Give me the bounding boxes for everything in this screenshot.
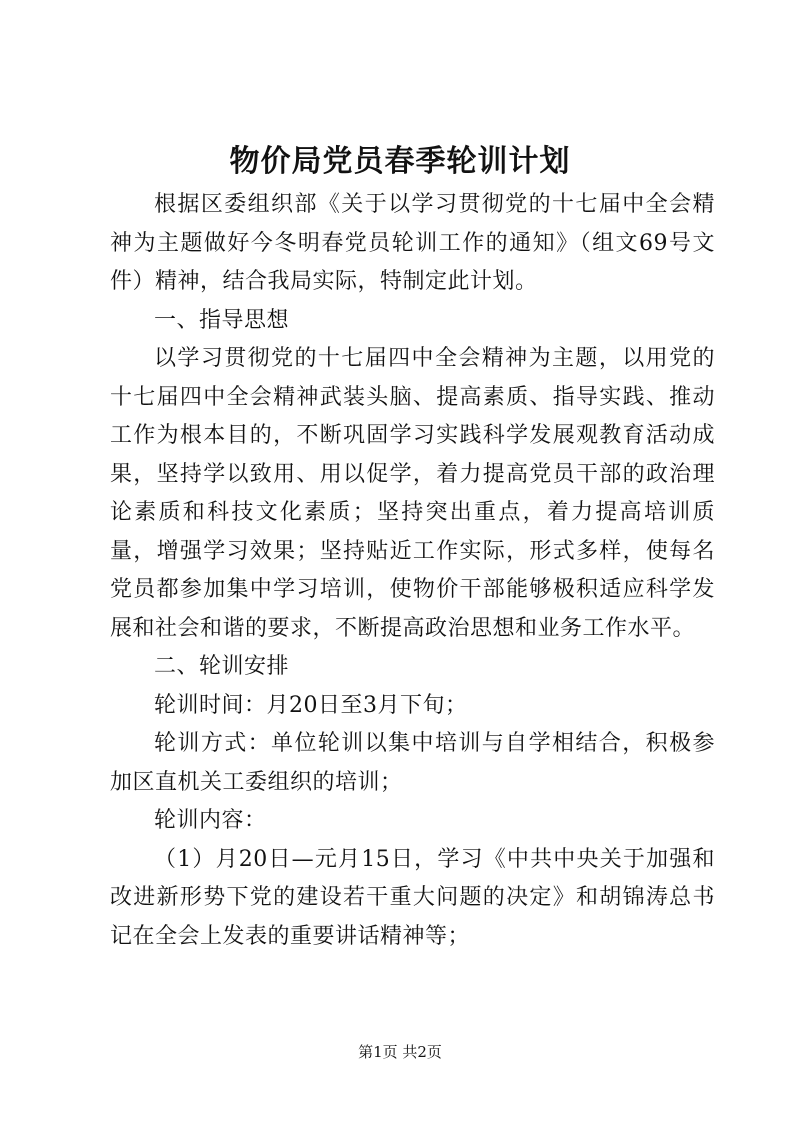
document-body xyxy=(110,186,715,956)
training-time-paragraph: 轮训时间：月20日至3月下旬； xyxy=(154,692,468,718)
training-content-label: 轮训内容： xyxy=(154,808,267,833)
section-heading-training-arrangement: 二、轮训安排 xyxy=(154,654,290,679)
intro-paragraph: 根据区委组织部《关于以学习贯彻党的十七届中全会精神为主题做好今冬明春党员轮训工作的通知》（组文69号文件）精神，结合我局实际，特制定此计划。 xyxy=(110,192,715,294)
guiding-ideology-paragraph: 以学习贯彻党的十七届四中全会精神为主题，以用党的十七届四中全会精神武装头脑、提高素质、指导实践、推动工作为根本目的，不断巩固学习实践科学发展观教育活动成果，坚持学以致用、用以促学，着力提高党员干部的政治理论素质和科技文化素质；坚持突出重点，着力提高培训质量，增强学习效果；坚持贴近工作实际，形式多样，使每名党员都参加集中学习培训，使物价干部能够极积适应科学发展和社会和谐的要求，不断提高政治思想和业务工作水平。 xyxy=(110,346,715,641)
training-content-item-1: （1）月20日—元月15日，学习《中共中央关于加强和改进新形势下党的建设若干重大问题的决定》和胡锦涛总书记在全会上发表的重要讲话精神等； xyxy=(110,846,715,949)
page-footer: 第1页 共2页 xyxy=(358,1043,442,1061)
section-heading-guiding-ideology: 一、指导思想 xyxy=(154,307,290,333)
document-title: 物价局党员春季轮训计划 xyxy=(229,144,571,179)
training-method-paragraph: 轮训方式：单位轮训以集中培训与自学相结合，积极参加区直机关工委组织的培训； xyxy=(110,731,715,795)
